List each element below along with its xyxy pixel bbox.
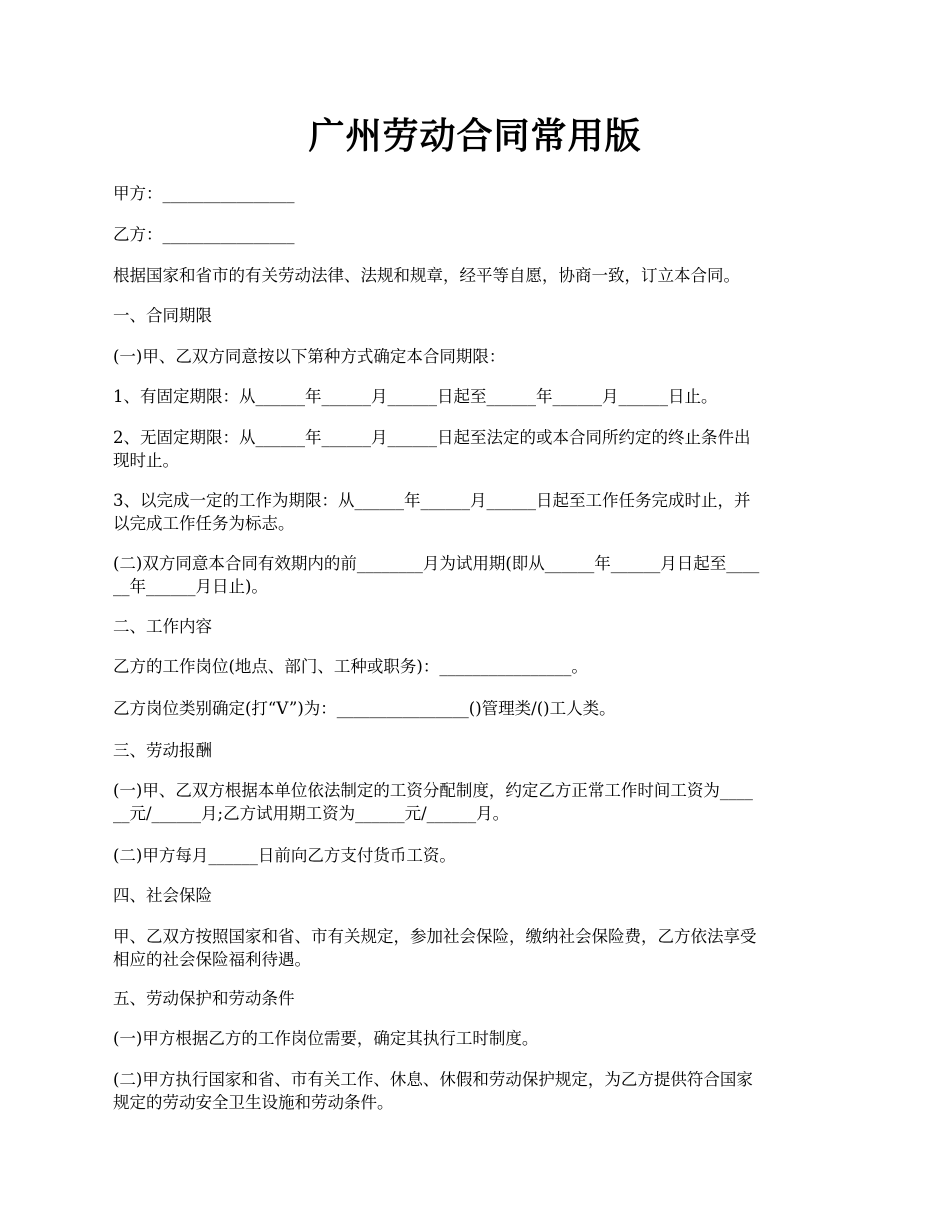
- paragraph-probation-line-1: (二)双方同意本合同有效期内的前________月为试用期(即从______年______月日起至____: [113, 554, 760, 573]
- preamble-paragraph: 根据国家和省市的有关劳动法律、法规和规章，经平等自愿，协商一致，订立本合同。: [113, 266, 740, 285]
- paragraph-working-hours: (一)甲方根据乙方的工作岗位需要，确定其执行工时制度。: [113, 1029, 539, 1048]
- party-b-line: 乙方：________________: [113, 225, 295, 244]
- paragraph-fixed-term: 1、有固定期限：从______年______月______日起至______年______月______日止。: [113, 387, 718, 406]
- section-heading-1: 一、合同期限: [113, 306, 212, 325]
- paragraph-task-term-line-2: 以完成工作任务为标志。: [113, 514, 295, 533]
- paragraph-job-category: 乙方岗位类别确定(打“V”)为：________________()管理类/()工人类。: [113, 699, 616, 718]
- paragraph-labor-protection-line-1: (二)甲方执行国家和省、市有关工作、休息、休假和劳动保护规定，为乙方提供符合国家: [113, 1070, 753, 1089]
- paragraph-open-term-line-2: 现时止。: [113, 451, 179, 470]
- section-heading-2: 二、工作内容: [113, 617, 212, 636]
- party-a-line: 甲方：________________: [113, 184, 295, 203]
- document-title: 广州劳动合同常用版: [308, 115, 642, 157]
- paragraph-open-term-line-1: 2、无固定期限：从______年______月______日起至法定的或本合同所约定的终止条件出: [113, 428, 751, 447]
- paragraph-wages-line-2: __元/______月;乙方试用期工资为______元/______月。: [113, 804, 510, 823]
- section-heading-4: 四、社会保险: [113, 886, 212, 905]
- paragraph-task-term-line-1: 3、以完成一定的工作为期限：从______年______月______日起至工作任务完成时止，并: [113, 491, 751, 510]
- paragraph-insurance-line-1: 甲、乙双方按照国家和省、市有关规定，参加社会保险，缴纳社会保险费，乙方依法享受: [113, 927, 757, 946]
- paragraph-labor-protection-line-2: 规定的劳动安全卫生设施和劳动条件。: [113, 1093, 394, 1112]
- paragraph-wages-line-1: (一)甲、乙双方根据本单位依法制定的工资分配制度，约定乙方正常工作时间工资为____: [113, 781, 753, 800]
- section-heading-5: 五、劳动保护和劳动条件: [113, 989, 295, 1008]
- paragraph-term-method: (一)甲、乙双方同意按以下第种方式确定本合同期限：: [113, 347, 506, 366]
- paragraph-probation-line-2: __年______月日止)。: [113, 577, 268, 596]
- section-heading-3: 三、劳动报酬: [113, 741, 212, 760]
- paragraph-insurance-line-2: 相应的社会保险福利待遇。: [113, 950, 311, 969]
- paragraph-job-position: 乙方的工作岗位(地点、部门、工种或职务)：________________。: [113, 657, 588, 676]
- paragraph-payday: (二)甲方每月______日前向乙方支付货币工资。: [113, 846, 456, 865]
